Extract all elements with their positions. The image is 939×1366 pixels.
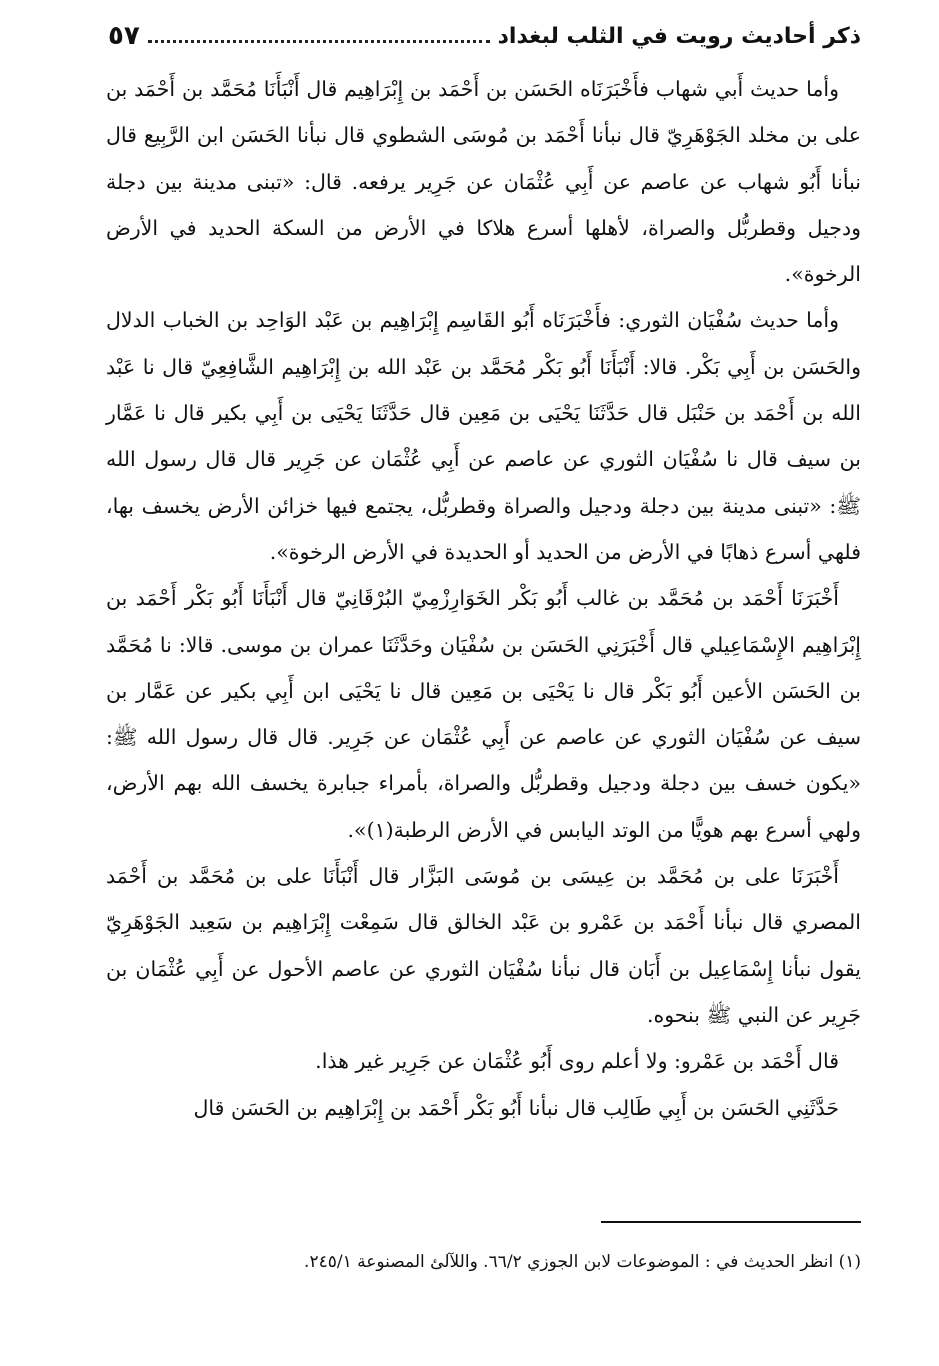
- running-head: [108, 14, 861, 58]
- footnote-rule: [601, 1221, 861, 1223]
- body-text: [106, 66, 861, 1131]
- leader-dots: [148, 30, 490, 43]
- chapter-title: ذكر أحاديث رويت في الثلب لبغداد: [497, 23, 861, 49]
- page-number: ٥٧: [108, 21, 140, 51]
- footnote: (١) انظر الحديث في : الموضوعات لابن الجوزي ٦٦/٢. واللآلئ المصنوعة ٢٤٥/١.: [304, 1252, 861, 1272]
- paragraph-bazzar: أَخْبَرَنَا على بن مُحَمَّد بن عِيسَى بن مُوسَى البَزَّار قال أَنْبَأَنَا على بن مُحَمَّد بن أَحْمَد المصري قال نبأنا أَحْمَد بن عَمْرو بن عَبْد الخالق قال سَمِعْت إِبْرَاهِيم بن سَعِيد الجَوْهَرِيّ يقول نبأنا إِسْمَاعِيل بن أَبَان قال نبأنا سُفْيَان الثوري عن عاصم الأحول عن أَبِي عُثْمَان بن جَرِير عن النبي ﷺ بنحوه.: [106, 864, 861, 1027]
- paragraph-ahmad-ibn-amr: قال أَحْمَد بن عَمْرو: ولا أعلم روى أَبُو عُثْمَان عن جَرِير غير هذا.: [315, 1049, 839, 1074]
- paragraph-abu-shihab: وأما حديث أَبي شهاب فأَخْبَرَنَاه الحَسَن بن أَحْمَد بن إِبْرَاهِيم قال أَنْبَأَنَا مُحَمَّد بن أَحْمَد بن على بن مخلد الجَوْهَرِيّ قال نبأنا أَحْمَد بن مُوسَى الشطوي قال نبأنا الحَسَن ابن الرَّبِيع قال نبأنا أَبُو شهاب عن عاصم عن أَبِي عُثْمَان عن جَرِير يرفعه. قال: «تبنى مدينة بين دجلة ودجيل وقطربُّل والصراة، لأهلها أسرع هلاكا في الأرض من السكة الحديد في الأرض الرخوة».: [106, 77, 861, 287]
- paragraph-sufyan-thawri: وأما حديث سُفْيَان الثوري: فأَخْبَرَنَاه أَبُو القَاسِم إِبْرَاهِيم بن عَبْد الوَاحِد بن الخباب الدلال والحَسَن بن أَبِي بَكْر. قالا: أَنْبَأَنَا أَبُو بَكْر مُحَمَّد بن عَبْد الله بن إِبْرَاهِيم الشَّافِعِيّ قال نا عَبْد الله بن أَحْمَد بن حَنْبَل قال حَدَّثَنَا يَحْيَى بن مَعِين قال حَدَّثَنَا يَحْيَى بن أَبِي بكير قال نا عَمَّار بن سيف قال نا سُفْيَان الثوري عن عاصم عن أَبِي عُثْمَان عن جَرِير قال قال رسول الله ﷺ: «تبنى مدينة بين دجلة ودجيل والصراة وقطربُّل، يجتمع فيها خزائن الأرض يخسف بها، فلهي أسرع ذهابًا في الأرض من الحديد أو الحديدة في الأرض الرخوة».: [106, 308, 861, 564]
- paragraph-hasan-ibn-abi-talib: حَدَّثَنِي الحَسَن بن أَبِي طَالِب قال نبأنا أَبُو بَكْر أَحْمَد بن إِبْرَاهِيم بن الحَسَن قال: [193, 1095, 839, 1120]
- paragraph-barqani: أَخْبَرَنَا أَحْمَد بن مُحَمَّد بن غالب أَبُو بَكْر الخَوَارِزْمِيّ البُرْقَانِيّ قال أَنْبَأَنَا أَبُو بَكْر أَحْمَد بن إِبْرَاهِيم الإِسْمَاعِيلي قال أَخْبَرَنِي الحَسَن بن سُفْيَان وحَدَّثَنَا عمران بن موسى. قالا: نا مُحَمَّد بن الحَسَن الأعين أَبُو بَكْر قال نا يَحْيَى بن مَعِين قال نا يَحْيَى ابن أَبِي بكير عن عَمَّار بن سيف عن سُفْيَان الثوري عن عاصم عن أَبِي عُثْمَان عن جَرِير. قال قال رسول الله ﷺ: «يكون خسف بين دجلة ودجيل وقطربُّل والصراة، بأمراء جبابرة يخسف الله بهم الأرض، ولهي أسرع بهم هويًّا من الوتد اليابس في الأرض الرطبة(١)».: [106, 586, 861, 842]
